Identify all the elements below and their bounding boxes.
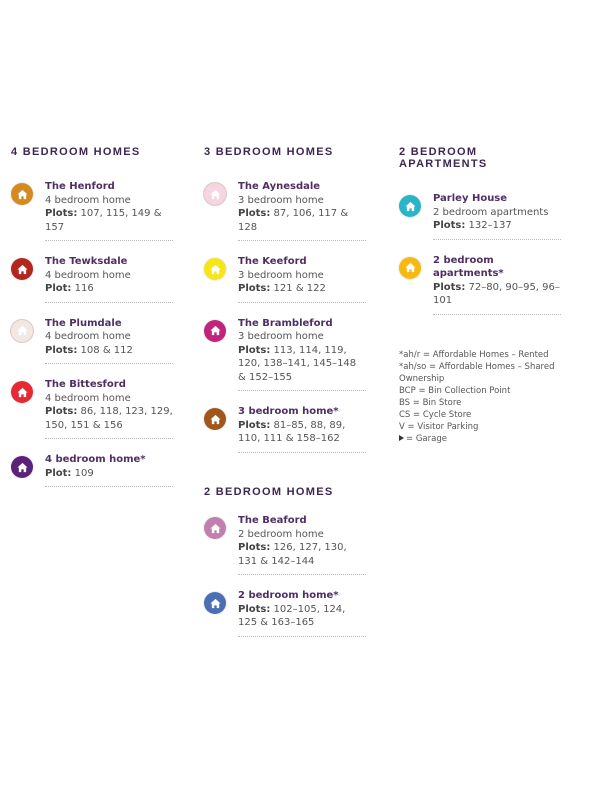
home-type-text xyxy=(45,453,173,487)
home-type-item xyxy=(11,255,181,303)
house-icon xyxy=(204,183,226,205)
home-type-item xyxy=(11,378,181,439)
legend-item-garage xyxy=(399,433,600,445)
plots-line xyxy=(238,419,366,446)
plots-value: 107, 115, 149 & 157 xyxy=(45,208,162,233)
plots-line xyxy=(238,207,366,234)
home-title: 2 bedroom apartments* xyxy=(433,254,504,279)
home-type-item xyxy=(399,192,569,240)
home-description: 4 bedroom home xyxy=(45,331,131,342)
section-2-bedroom-apartments xyxy=(399,146,569,329)
plots-label: Plots: xyxy=(238,208,271,219)
home-type-item xyxy=(11,317,181,365)
plots-line xyxy=(45,405,173,432)
home-title: The Keeford xyxy=(238,256,307,267)
house-icon xyxy=(204,320,226,342)
house-icon xyxy=(204,258,226,280)
home-description: 3 bedroom home xyxy=(238,269,324,281)
plots-label: Plots: xyxy=(45,344,78,356)
house-icon xyxy=(11,183,33,205)
home-title: The Henford xyxy=(45,181,115,192)
home-type-text xyxy=(45,180,173,241)
plots-line xyxy=(433,281,561,308)
section-2-bedroom-homes xyxy=(204,486,374,651)
plots-value: 81–85, 88, 89, 110, 111 & 158–162 xyxy=(238,419,346,444)
legend-item: *ah/r = Affordable Homes – Rented xyxy=(399,350,549,360)
plots-label: Plots: xyxy=(45,208,78,219)
plots-label: Plots: xyxy=(238,603,271,615)
legend-item: BS = Bin Store xyxy=(399,398,462,408)
house-icon xyxy=(11,320,33,342)
home-type-item xyxy=(204,317,374,392)
home-title: The Beaford xyxy=(238,515,307,526)
home-type-item xyxy=(399,254,569,315)
home-title: 4 bedroom home* xyxy=(45,454,146,465)
section-4-bedroom-homes xyxy=(11,146,181,501)
legend-text: = Garage xyxy=(406,434,447,444)
home-description: 3 bedroom home xyxy=(238,331,324,342)
plots-value: 121 & 122 xyxy=(273,283,326,294)
home-type-text xyxy=(238,589,366,637)
plots-label: Plots: xyxy=(238,283,271,294)
legend xyxy=(399,349,600,445)
plots-value: 86, 118, 123, 129, 150, 151 & 156 xyxy=(45,406,173,431)
section-heading: 2 BEDROOM HOMES xyxy=(204,486,334,498)
home-type-item xyxy=(11,180,181,241)
home-type-item xyxy=(204,405,374,453)
plots-line xyxy=(45,207,173,234)
home-description: 4 bedroom home xyxy=(45,392,131,404)
plots-line xyxy=(45,344,173,358)
home-type-text xyxy=(433,192,561,240)
plots-label: Plots: xyxy=(45,406,78,417)
plots-label: Plots: xyxy=(433,220,466,231)
section-3-bedroom-homes xyxy=(204,146,374,467)
legend-item: *ah/so = Affordable Homes – Shared Ownership xyxy=(399,362,555,384)
home-type-text xyxy=(433,254,561,315)
home-description: 2 bedroom apartments xyxy=(433,206,549,218)
plots-line xyxy=(238,344,366,385)
home-title: 2 bedroom home* xyxy=(238,590,339,601)
plots-label: Plots: xyxy=(238,344,271,356)
home-type-text xyxy=(238,180,366,241)
plots-value: 109 xyxy=(74,467,94,479)
plots-value: 113, 114, 119, 120, 138–141, 145–148 & 152–155 xyxy=(238,344,357,383)
legend-item: CS = Cycle Store xyxy=(399,410,472,420)
home-type-item xyxy=(204,514,374,575)
home-type-text xyxy=(45,317,173,365)
home-type-item xyxy=(204,180,374,241)
home-type-text xyxy=(45,378,173,439)
section-heading: 3 BEDROOM HOMES xyxy=(204,146,334,158)
house-icon xyxy=(11,456,33,478)
home-description: 4 bedroom home xyxy=(45,194,131,206)
section-heading: 4 BEDROOM HOMES xyxy=(11,146,141,158)
home-type-item xyxy=(204,255,374,303)
home-type-item xyxy=(11,453,181,487)
home-type-text xyxy=(238,405,366,453)
plots-line xyxy=(433,219,561,233)
plots-label: Plots: xyxy=(433,281,466,293)
plots-value: 102–105, 124, 125 & 163–165 xyxy=(238,603,346,628)
home-type-text xyxy=(238,255,366,303)
home-type-text xyxy=(238,317,366,392)
plots-line xyxy=(238,282,366,296)
plots-value: 108 & 112 xyxy=(80,344,133,356)
plots-line xyxy=(238,603,366,630)
house-icon xyxy=(11,258,33,280)
legend-item: V = Visitor Parking xyxy=(399,422,479,432)
garage-triangle-icon xyxy=(399,435,404,441)
plots-line xyxy=(238,541,366,568)
legend-item: BCP = Bin Collection Point xyxy=(399,386,511,396)
plots-line xyxy=(45,282,173,296)
house-icon xyxy=(204,408,226,430)
plots-label: Plots: xyxy=(238,542,271,553)
home-description: 3 bedroom home xyxy=(238,194,324,206)
section-heading: 2 BEDROOM APARTMENTS xyxy=(399,146,488,170)
home-title: 3 bedroom home* xyxy=(238,406,339,417)
plots-value: 87, 106, 117 & 128 xyxy=(238,208,349,233)
house-icon xyxy=(399,195,421,217)
home-title: The Plumdale xyxy=(45,317,122,329)
home-title: Parley House xyxy=(433,193,508,204)
home-title: The Bittesford xyxy=(45,379,126,390)
plots-label: Plot: xyxy=(45,283,72,294)
plots-value: 132–137 xyxy=(468,220,512,231)
home-title: The Aynesdale xyxy=(238,181,321,192)
home-type-item xyxy=(204,589,374,637)
home-title: The Tewksdale xyxy=(45,256,128,267)
house-icon xyxy=(204,592,226,614)
plots-value: 72–80, 90–95, 96–101 xyxy=(433,281,560,306)
plots-label: Plots: xyxy=(238,419,271,431)
house-icon xyxy=(204,517,226,539)
plots-value: 116 xyxy=(74,283,94,294)
home-type-text xyxy=(45,255,173,303)
plots-value: 126, 127, 130, 131 & 142–144 xyxy=(238,542,347,567)
home-type-text xyxy=(238,514,366,575)
home-description: 4 bedroom home xyxy=(45,269,131,281)
home-title: The Brambleford xyxy=(238,317,333,329)
plots-label: Plot: xyxy=(45,467,72,479)
plots-line xyxy=(45,467,173,481)
home-description: 2 bedroom home xyxy=(238,528,324,540)
house-icon xyxy=(11,381,33,403)
house-icon xyxy=(399,257,421,279)
